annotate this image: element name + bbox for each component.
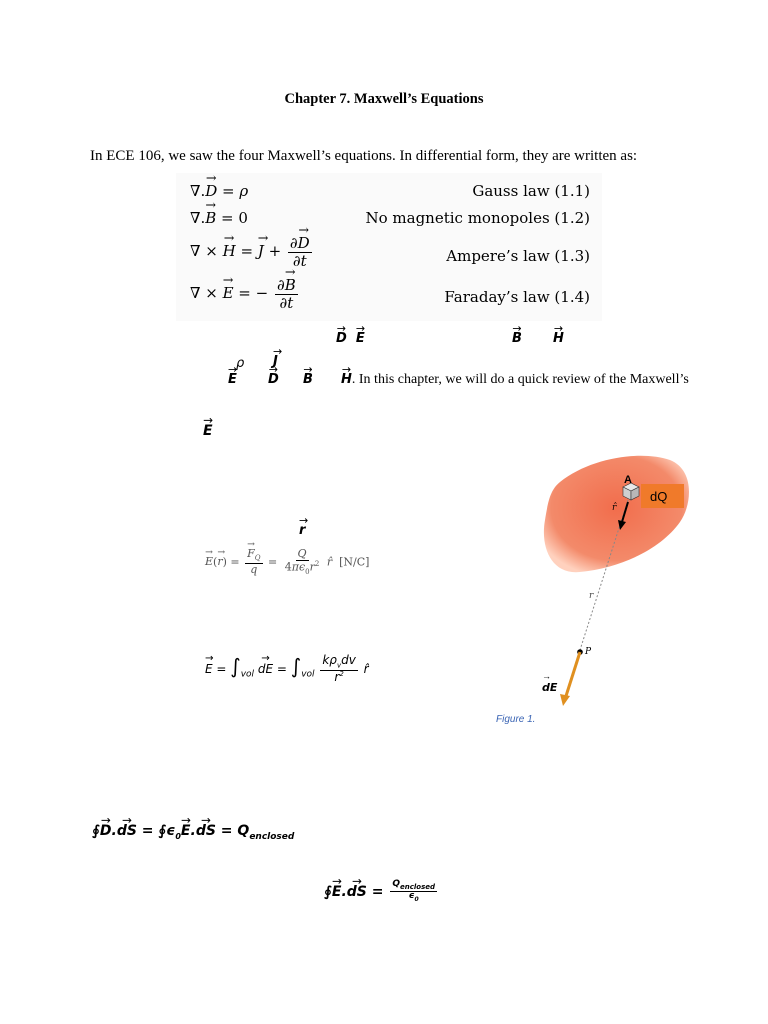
fragment-B: → B [512,331,522,346]
de-vector-arrow: → [542,671,551,681]
charge-blob [544,456,689,572]
maxwell-equations-block [176,173,602,321]
review-sentence: → H. In this chapter, we will do a quick review of the Maxwell’s [341,372,689,388]
fragment-H: → H [553,331,564,346]
point-p-label: P [585,647,592,657]
de-label: dE [542,681,558,694]
intro-paragraph: In ECE 106, we saw the four Maxwell’s equations. In differential form, they are written as: [90,148,638,164]
fragment-B2: → B [303,372,313,387]
equation-label-magnetic: No magnetic monopoles (1.2) [365,209,590,227]
fragment-D-E: → D → E [336,331,365,346]
fragment-J: → J [273,354,278,369]
fragment-D: → D [268,372,279,387]
coulomb-equation: → E(→ r) = → $\frac{F_Q}{q}$ = $\frac{Q}{4\pi\epsilon_0r^2}$ r̂ [N/C] [205,548,369,577]
equation-label-faraday: Faraday’s law (1.4) [444,288,590,306]
equation-faraday: ∇ × → E = − $\frac{\partial\to B}{\partial t}$ [190,277,300,311]
fragment-E: → E [228,372,237,387]
fragment-r-vector: → r [299,523,305,538]
r-label: r [589,591,594,601]
rhat-label: r̂ [612,503,617,513]
gauss-integral-equation: ∮→ D.→ dS = $∮\epsilon_0\to E.\to$ dS = $Q_{enclosed}$ [92,823,294,842]
integral-equation: → $E = \int_{vol}$ → dE = $\int_{vol}$ $\frac{k\rho_vdv}{r^2}$ r̂ [205,654,369,685]
point-a-label: A [624,474,632,486]
fragment-rho: ρ [236,356,245,371]
page-title: Chapter 7. Maxwell’s Equations [284,91,484,107]
equation-label-gauss: Gauss law (1.1) [472,182,590,200]
fragment-E-bold: → E [203,423,213,439]
equation-ampere: ∇ × → H = → J + $\frac{\partial\to D}{\partial t}$ [190,235,314,269]
de-arrowhead [560,694,570,706]
gauss-flux-equation: ∮→ E.→ dS = $\frac{Q_{enclosed}}{\epsilon_0}$ [324,880,439,904]
dq-label: dQ [650,489,668,504]
equation-label-ampere: Ampere’s law (1.3) [446,247,590,265]
de-arrow [566,652,580,696]
equation-magnetic: ∇.→ B = 0 [190,209,248,227]
equation-gauss: ∇.→ D = ρ [190,182,248,200]
figure-caption: Figure 1. [496,714,536,725]
figure-charge-distribution [500,450,700,710]
